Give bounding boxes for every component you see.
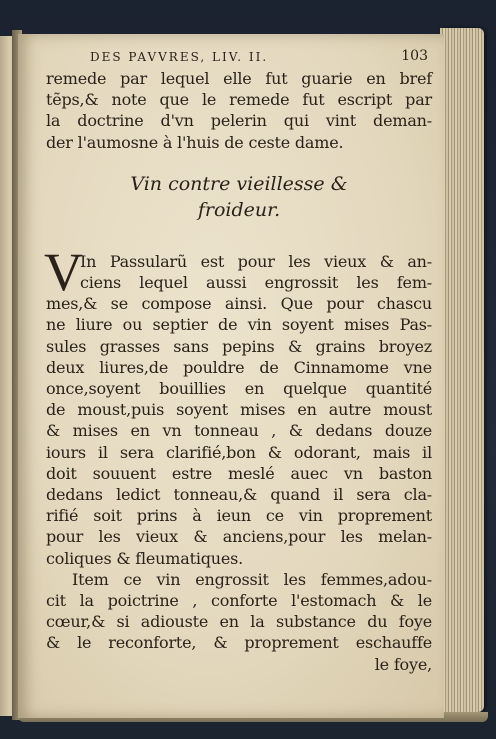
text-line: deux liures,de pouldre de Cinnamome vne [46,357,432,377]
text-line: iours il sera clarifié,bon & odorant, mais il [46,442,432,462]
heading-line: Vin contre vieillesse & [130,172,348,195]
paragraph-1 [46,68,432,153]
text-line: In Passularũ est pour les vieux & an- [80,251,432,271]
text-line: cœur,& si adiouste en la substance du foye [46,612,432,632]
text-line: & mises en vn tonneau , & dedans douze [46,421,432,441]
text-line: rifié soit prins à ieun ce vin proprement [46,506,432,526]
drop-cap: V [44,241,83,302]
text-line: remede par lequel elle fut guarie en bref [46,69,432,88]
text-line: Item ce vin engrossit les femmes,adou- [72,569,432,589]
text-line: dedans ledict tonneau,& quand il sera cla- [46,485,432,505]
text-line: la doctrine d'vn pelerin qui vint deman- [46,111,432,131]
running-head-title: DES PAVVRES, LIV. II. [90,50,269,64]
page-number: 103 [401,48,428,64]
text-line: once,soyent bouillies en quelque quantité [46,379,432,399]
page-edges [440,28,484,712]
text-line: de moust,puis soyent mises en autre moust [46,400,432,420]
text-line: doit souuent estre meslé auec vn baston [46,463,432,483]
text-line: & le reconforte, & proprement eschauffe [46,633,432,653]
text-line: coliques & fleumatiques. [46,548,244,568]
text-line: ne liure ou septier de vin soyent mises Pas- [46,315,432,335]
page-text [46,46,432,675]
paragraph-3 [46,569,432,675]
running-head [46,46,432,68]
heading-line: froideur. [197,198,281,221]
text-line: pour les vieux & anciens,pour les melan- [46,527,432,547]
text-line: le foye, [374,654,432,674]
section-heading [46,171,432,223]
text-line: cit la poictrine , conforte l'estomach & le [46,591,432,611]
text-line: tẽps,& note que le remede fut escript par [46,90,432,110]
text-line: ciens lequel aussi engrossit les fem- [80,273,432,293]
text-line: sules grasses sans pepins & grains broyez [46,336,432,356]
text-line: mes,& se compose ainsi. Que pour chascu [46,294,432,314]
paragraph-2 [44,241,432,569]
text-line: der l'aumosne à l'huis de ceste dame. [46,132,344,152]
